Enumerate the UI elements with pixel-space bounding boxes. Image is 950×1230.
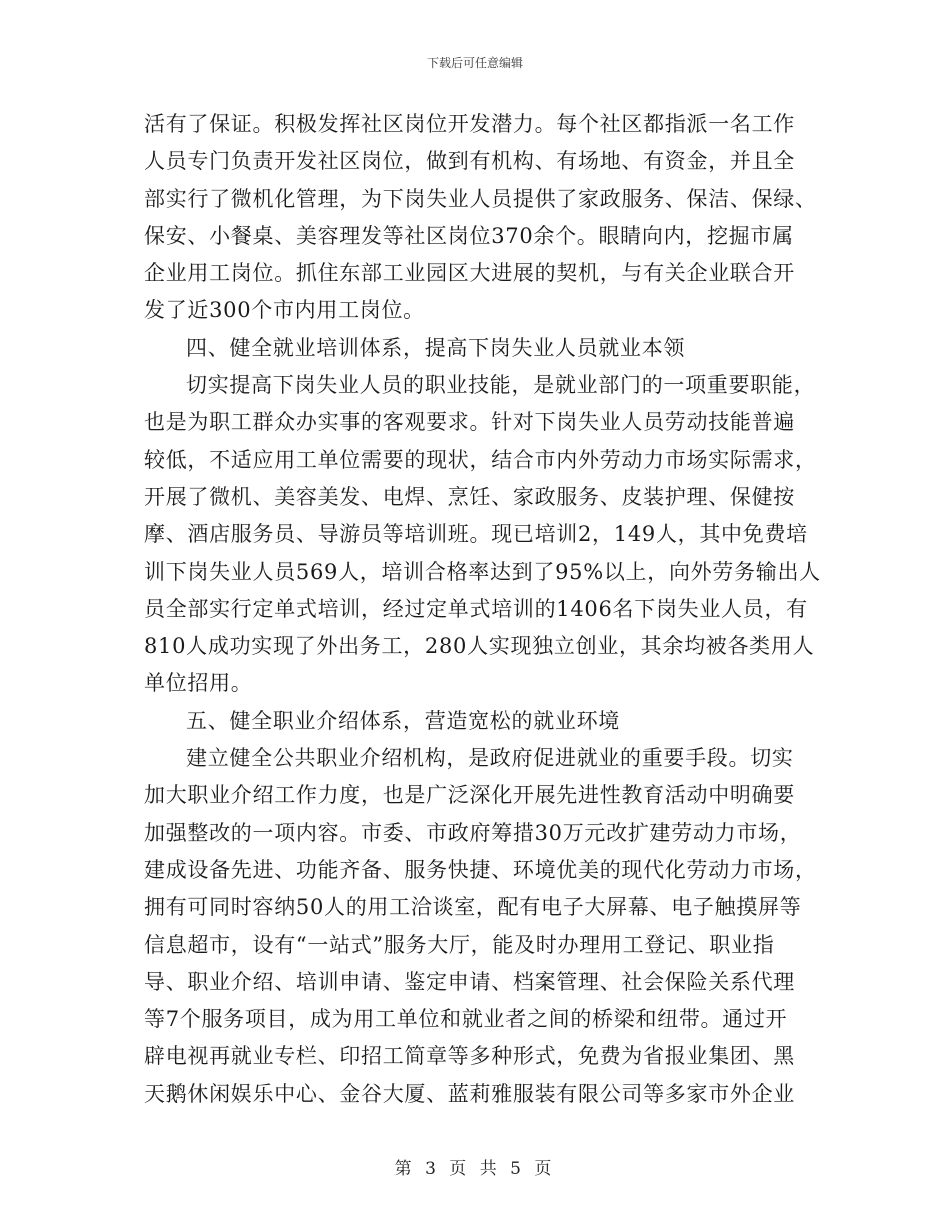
text-line: 天鹅休闲娱乐中心、金谷大厦、蓝莉雅服装有限公司等多家市外企业 xyxy=(144,1081,795,1106)
text-line: 加强整改的一项内容。市委、市政府筹措30万元改扩建劳动力市场， xyxy=(144,820,802,845)
text-line: 保安、小餐桌、美容理发等社区岗位370余个。眼睛向内，挖掘市属 xyxy=(144,223,794,248)
text-line: 辟电视再就业专栏、印招工简章等多种形式，免费为省报业集团、黑 xyxy=(144,1044,795,1069)
text-line: 企业用工岗位。抓住东部工业园区大进展的契机，与有关企业联合开 xyxy=(144,261,795,286)
section-heading: 四、健全就业培训体系，提高下岗失业人员就业本领 xyxy=(186,335,686,360)
text-line: 较低，不适应用工单位需要的现状，结合市内外劳动力市场实际需求， xyxy=(144,447,817,472)
paragraph-first-line: 切实提高下岗失业人员的职业技能，是就业部门的一项重要职能， xyxy=(186,373,816,398)
document-body xyxy=(144,106,821,1113)
page-footer: 第 3 页 共 5 页 xyxy=(394,1159,556,1179)
text-line: 单位招用。 xyxy=(144,671,253,696)
text-line: 摩、酒店服务员、导游员等培训班。现已培训2，149人，其中免费培 xyxy=(144,522,808,547)
text-line: 也是为职工群众办实事的客观要求。针对下岗失业人员劳动技能普遍 xyxy=(144,410,795,435)
text-line: 加大职业介绍工作力度，也是广泛深化开展先进性教育活动中明确要 xyxy=(144,783,795,808)
text-line: 导、职业介绍、培训申请、鉴定申请、档案管理、社会保险关系代理 xyxy=(144,969,795,994)
section-heading: 五、健全职业介绍体系，营造宽松的就业环境 xyxy=(186,708,620,733)
text-line: 拥有可同时容纳50人的用工洽谈室，配有电子大屏幕、电子触摸屏等 xyxy=(144,895,802,920)
text-line: 建成设备先进、功能齐备、服务快捷、环境优美的现代化劳动力市场， xyxy=(144,857,817,882)
page-header: 下载后可任意编辑 xyxy=(426,56,523,70)
text-line: 开展了微机、美容美发、电焊、烹饪、家政服务、皮装护理、保健按 xyxy=(144,484,795,509)
text-line: 发了近300个市内用工岗位。 xyxy=(144,298,425,323)
text-line: 活有了保证。积极发挥社区岗位开发潜力。每个社区都指派一名工作 xyxy=(144,112,795,136)
text-line: 训下岗失业人员569人，培训合格率达到了95%以上，向外劳务输出人 xyxy=(144,559,821,584)
text-line: 部实行了微机化管理，为下岗失业人员提供了家政服务、保洁、保绿、 xyxy=(144,186,817,211)
text-line: 信息超市，设有“一站式”服务大厅，能及时办理用工登记、职业指 xyxy=(144,932,775,957)
text-line: 员全部实行定单式培训，经过定单式培训的1406名下岗失业人员，有 xyxy=(144,596,808,621)
text-line: 人员专门负责开发社区岗位，做到有机构、有场地、有资金，并且全 xyxy=(144,149,795,174)
text-line: 810人成功实现了外出务工，280人实现独立创业，其余均被各类用人 xyxy=(144,634,815,659)
paragraph-first-line: 建立健全公共职业介绍机构，是政府促进就业的重要手段。切实 xyxy=(186,746,794,771)
text-line: 等7个服务项目，成为用工单位和就业者之间的桥梁和纽带。通过开 xyxy=(144,1007,788,1032)
